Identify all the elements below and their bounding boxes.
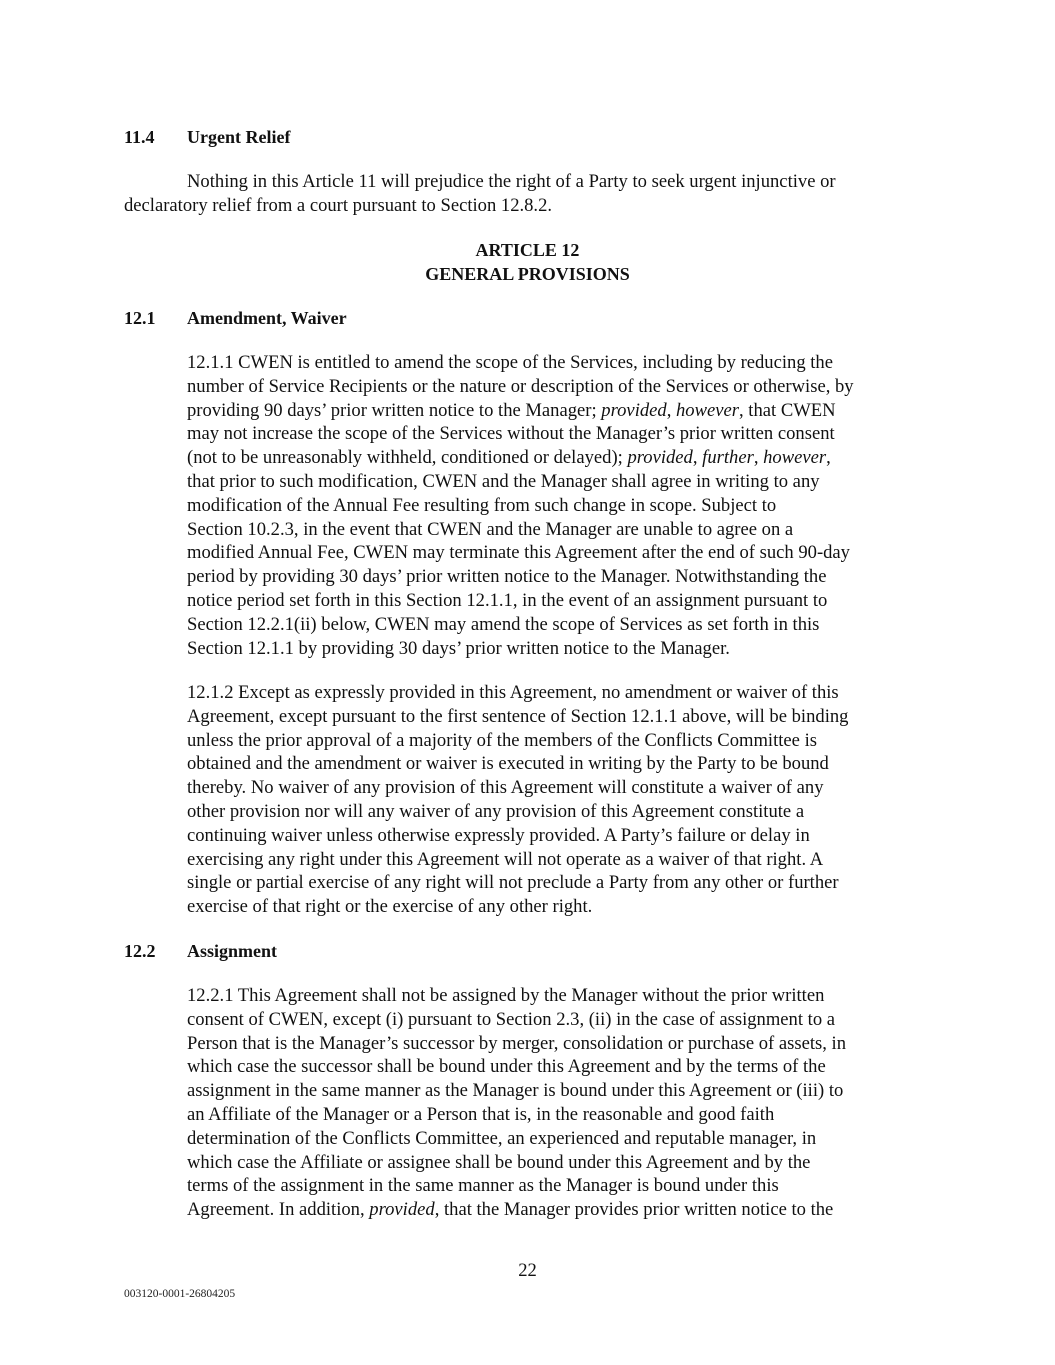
paragraph-line: exercise of that right or the exercise of any other right.	[187, 896, 593, 918]
section-12-2-number: 12.2	[124, 941, 156, 961]
paragraph-line: continuing waiver unless otherwise expressly provided. A Party’s failure or delay in	[187, 824, 810, 846]
text-run: providing 90 days’ prior written notice to the Manager;	[187, 399, 602, 421]
text-run: ,	[826, 447, 831, 469]
text-run: ,	[692, 447, 703, 469]
paragraph-line: an Affiliate of the Manager or a Person that is, in the reasonable and good faith	[187, 1103, 775, 1125]
section-12-1-2-paragraph	[187, 681, 947, 919]
paragraph-line: unless the prior approval of a majority of the members of the Conflicts Committee is	[187, 729, 817, 751]
paragraph-line: may not increase the scope of the Services without the Manager’s prior written consent	[187, 423, 835, 445]
paragraph-line: Section 10.2.3, in the event that CWEN and the Manager are unable to agree on a	[187, 518, 794, 540]
section-11-4-paragraph	[124, 170, 924, 218]
text-run: , that the Manager provides prior written notice to the	[434, 1199, 834, 1221]
paragraph-line: 12.2.1 This Agreement shall not be assigned by the Manager without the prior written	[187, 985, 825, 1006]
italic-term: provided	[601, 399, 667, 421]
paragraph-line: consent of CWEN, except (i) pursuant to Section 2.3, (ii) in the case of assignment to a	[187, 1008, 836, 1030]
paragraph-line: Agreement, except pursuant to the first sentence of Section 12.1.1 above, will be binding	[187, 705, 849, 727]
section-12-1-1-paragraph	[187, 351, 947, 660]
text-run: ,	[753, 447, 764, 469]
paragraph-line: Person that is the Manager’s successor by merger, consolidation or purchase of assets, in	[187, 1032, 847, 1054]
text-run: Agreement. In addition,	[187, 1199, 370, 1221]
section-11-4-title: Urgent Relief	[187, 127, 291, 147]
section-12-2-1-paragraph	[187, 984, 947, 1222]
page-number: 22	[518, 1260, 537, 1281]
italic-term: provided	[627, 447, 693, 469]
section-11-4-number: 11.4	[124, 127, 155, 147]
paragraph-line: terms of the assignment in the same manner as the Manager is bound under this	[187, 1175, 779, 1197]
paragraph-line: assignment in the same manner as the Manager is bound under this Agreement or (iii) to	[187, 1080, 844, 1102]
paragraph-line: thereby. No waiver of any provision of this Agreement will constitute a waiver of any	[187, 777, 824, 799]
document-id: 003120-0001-26804205	[124, 1288, 236, 1300]
paragraph-line: modified Annual Fee, CWEN may terminate this Agreement after the end of such 90-day	[187, 542, 850, 564]
paragraph-line: notice period set forth in this Section 12.1.1, in the event of an assignment pursuant to	[187, 589, 828, 611]
text-run: , that CWEN	[739, 399, 836, 421]
paragraph-line: exercising any right under this Agreement will not operate as a waiver of that right. A	[187, 848, 824, 870]
paragraph-line: single or partial exercise of any right will not preclude a Party from any other or further	[187, 872, 839, 894]
paragraph-line: Section 12.2.1(ii) below, CWEN may amend the scope of Services as set forth in this	[187, 613, 820, 635]
paragraph-line: other provision nor will any waiver of any provision of this Agreement constitute a	[187, 800, 805, 822]
paragraph-line: obtained and the amendment or waiver is executed in writing by the Party to be bound	[187, 753, 829, 775]
italic-term: however	[763, 447, 827, 469]
paragraph-line: number of Service Recipients or the nature or description of the Services or otherwise, by	[187, 375, 854, 397]
italic-term: provided	[369, 1199, 435, 1221]
paragraph-line: Section 12.1.1 by providing 30 days’ prior written notice to the Manager.	[187, 637, 730, 659]
paragraph-line	[187, 446, 947, 470]
italic-term: further	[702, 447, 754, 469]
paragraph-line: modification of the Annual Fee resulting from such change in scope. Subject to	[187, 494, 777, 516]
paragraph-line: period by providing 30 days’ prior written notice to the Manager. Notwithstanding the	[187, 566, 827, 588]
paragraph-line: which case the successor shall be bound under this Agreement and by the terms of the	[187, 1056, 826, 1078]
section-12-1-number: 12.1	[124, 308, 156, 328]
paragraph-line: Nothing in this Article 11 will prejudice the right of a Party to seek urgent injunctive or	[187, 171, 836, 192]
text-run: ,	[666, 399, 676, 421]
paragraph-line: 12.1.1 CWEN is entitled to amend the scope of the Services, including by reducing the	[187, 352, 833, 373]
italic-term: however	[676, 399, 739, 421]
article-title: GENERAL PROVISIONS	[425, 264, 630, 284]
section-12-1-title: Amendment, Waiver	[187, 308, 347, 328]
paragraph-line: which case the Affiliate or assignee shall be bound under this Agreement and by the	[187, 1151, 811, 1173]
paragraph-line: declaratory relief from a court pursuant to Section 12.8.2.	[124, 194, 553, 216]
paragraph-line: determination of the Conflicts Committee, an experienced and reputable manager, in	[187, 1127, 817, 1149]
paragraph-line: 12.1.2 Except as expressly provided in this Agreement, no amendment or waiver of this	[187, 682, 839, 703]
text-run: (not to be unreasonably withheld, conditioned or delayed);	[187, 447, 628, 469]
section-12-2-title: Assignment	[187, 941, 278, 961]
article-number: ARTICLE 12	[475, 240, 580, 260]
paragraph-line	[187, 399, 947, 423]
paragraph-line: that prior to such modification, CWEN and the Manager shall agree in writing to any	[187, 470, 820, 492]
paragraph-line	[187, 1198, 947, 1222]
